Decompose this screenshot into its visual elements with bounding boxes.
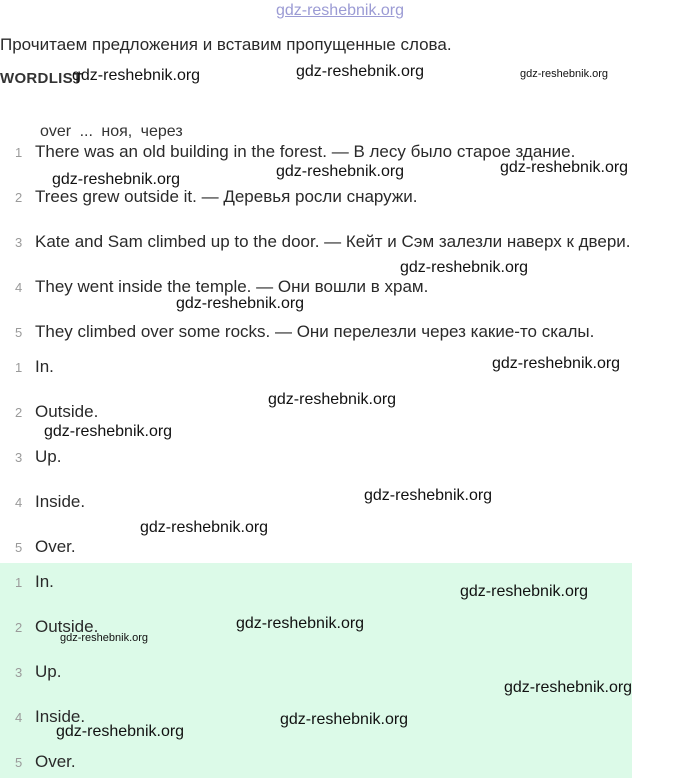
item-number: 4 [15,280,23,295]
intro-text: Прочитаем предложения и вставим пропущенные слова. [0,35,452,54]
watermark: gdz-reshebnik.org [520,68,609,80]
wordlist-words: over ... ноя, через [40,123,183,140]
answer-text: Inside. [35,492,86,511]
sentence-text: They climbed over some rocks. — Они перелезли через какие-то скалы. [35,322,595,341]
watermark: gdz-reshebnik.org [52,171,181,188]
sentence-text: There was an old building in the forest. — В лесу было старое здание. [35,142,576,161]
watermark: gdz-reshebnik.org [176,295,305,312]
item-number: 3 [15,235,23,250]
answer-text: Up. [35,447,62,466]
watermark: gdz-reshebnik.org [504,679,633,696]
item-number: 2 [15,190,23,205]
watermark: gdz-reshebnik.org [492,355,621,372]
answer-text: Over. [35,752,76,771]
watermark: gdz-reshebnik.org [296,63,425,80]
answer-text: Outside. [35,617,99,636]
item-number: 2 [15,620,23,635]
item-number: 1 [15,575,23,590]
watermark: gdz-reshebnik.org [500,159,629,176]
watermark: gdz-reshebnik.org [460,583,589,600]
item-number: 2 [15,405,23,420]
item-number: 4 [15,710,23,725]
watermark: gdz-reshebnik.org [236,615,365,632]
wordlist-title: WORDLIST [0,70,83,87]
item-number: 3 [15,450,23,465]
item-number: 1 [15,145,23,160]
item-number: 1 [15,360,23,375]
item-number: 4 [15,495,23,510]
answer-text: Outside. [35,402,99,421]
answer-text: In. [35,572,54,591]
watermark: gdz-reshebnik.org [364,487,493,504]
item-number: 5 [15,540,23,555]
watermark: gdz-reshebnik.org [60,632,149,644]
sentence-text: They went inside the temple. — Они вошли в храм. [35,277,429,296]
sentence-text: Kate and Sam climbed up to the door. — Кейт и Сэм залезли наверх к двери. [35,232,631,251]
site-link[interactable]: gdz-reshebnik.org [275,2,405,19]
sentence-text: Trees grew outside it. — Деревья росли снаружи. [35,187,418,206]
item-number: 5 [15,325,23,340]
answer-text: Up. [35,662,62,681]
item-number: 5 [15,755,23,770]
answer-text: Inside. [35,707,86,726]
watermark: gdz-reshebnik.org [140,519,269,536]
answer-text: Over. [35,537,76,556]
answer-text: In. [35,357,54,376]
watermark: gdz-reshebnik.org [280,711,409,728]
watermark: gdz-reshebnik.org [276,163,405,180]
item-number: 3 [15,665,23,680]
watermark: gdz-reshebnik.org [56,723,185,740]
watermark: gdz-reshebnik.org [72,67,201,84]
watermark: gdz-reshebnik.org [44,423,173,440]
watermark: gdz-reshebnik.org [268,391,397,408]
watermark: gdz-reshebnik.org [400,259,529,276]
